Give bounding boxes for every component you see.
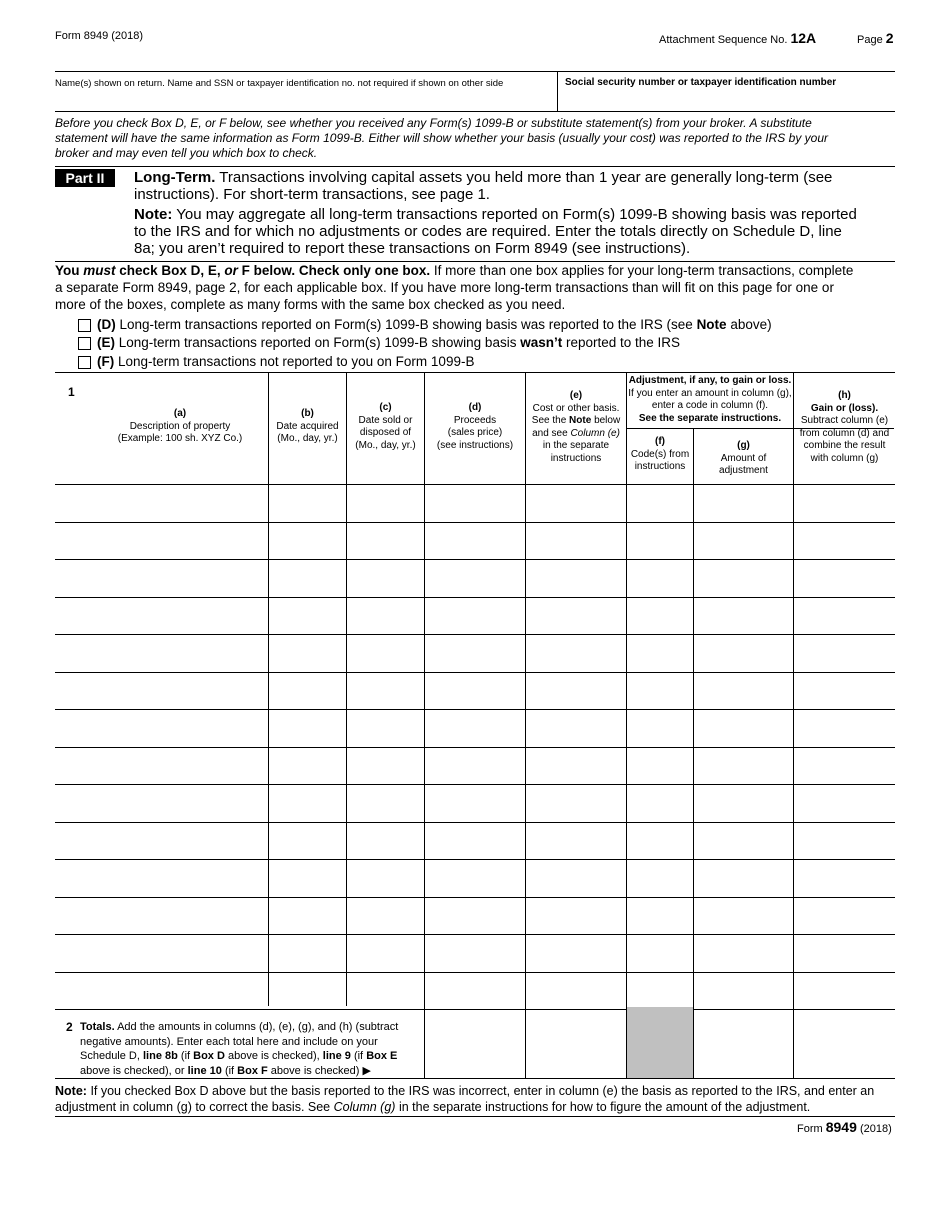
- table-row-rule: [55, 634, 895, 635]
- row-description-input[interactable]: [56, 936, 267, 970]
- col-f-total-shaded: [627, 1007, 693, 1078]
- box-f-option[interactable]: (F) Long-term transactions not reported to you on Form 1099-B: [78, 353, 474, 371]
- row-date-sold-input[interactable]: [348, 786, 423, 820]
- col-h-header: (h) Gain or (loss). Subtract column (e) from column (d) and combine the result with column (g): [799, 390, 890, 464]
- col-e-header: (e) Cost or other basis. See the Note below and see Column (e) in the separate instructions: [531, 390, 621, 464]
- row-description-input[interactable]: [56, 824, 267, 858]
- row-cost-basis-input[interactable]: [527, 599, 625, 633]
- row-adjustment-input[interactable]: [695, 524, 792, 558]
- row-cost-basis-input[interactable]: [527, 824, 625, 858]
- row-proceeds-input[interactable]: [426, 524, 524, 558]
- table-row-rule: [55, 747, 895, 748]
- ssn-field[interactable]: [562, 92, 892, 110]
- header-rule: [55, 71, 895, 72]
- row-proceeds-input[interactable]: [426, 786, 524, 820]
- row-date-acquired-input[interactable]: [270, 524, 345, 558]
- row-proceeds-input[interactable]: [426, 674, 524, 708]
- intro-rule: [55, 166, 895, 167]
- row-description-input[interactable]: [56, 674, 267, 708]
- row-code-input[interactable]: [628, 486, 692, 520]
- row-code-input[interactable]: [628, 711, 692, 745]
- total-cost-input[interactable]: [527, 1030, 625, 1052]
- row-adjustment-input[interactable]: [695, 636, 792, 670]
- row-cost-basis-input[interactable]: [527, 561, 625, 595]
- row-date-sold-input[interactable]: [348, 674, 423, 708]
- row-proceeds-input[interactable]: [426, 561, 524, 595]
- row-date-acquired-input[interactable]: [270, 974, 345, 1008]
- table-row-rule: [55, 559, 895, 560]
- line-1-number: 1: [68, 385, 75, 399]
- table-row-rule: [55, 972, 895, 973]
- row-adjustment-input[interactable]: [695, 786, 792, 820]
- row-adjustment-input[interactable]: [695, 974, 792, 1008]
- box-e-option[interactable]: (E) Long-term transactions reported on Form(s) 1099-B showing basis wasn’t reported to the IRS: [78, 334, 680, 352]
- col-divider-ab: [268, 372, 269, 1006]
- row-code-input[interactable]: [628, 786, 692, 820]
- row-gain-loss-input[interactable]: [795, 674, 894, 708]
- row-description-input[interactable]: [56, 749, 267, 783]
- row-date-acquired-input[interactable]: [270, 899, 345, 933]
- row-date-acquired-input[interactable]: [270, 786, 345, 820]
- row-gain-loss-input[interactable]: [795, 749, 894, 783]
- footer-form-id: Form 8949 (2018): [797, 1119, 892, 1135]
- row-code-input[interactable]: [628, 974, 692, 1008]
- row-date-sold-input[interactable]: [348, 936, 423, 970]
- row-date-sold-input[interactable]: [348, 636, 423, 670]
- name-label: Name(s) shown on return. Name and SSN or taxpayer identification no. not required if shown on other side: [55, 78, 504, 89]
- row-adjustment-input[interactable]: [695, 561, 792, 595]
- row-proceeds-input[interactable]: [426, 749, 524, 783]
- row-date-acquired-input[interactable]: [270, 636, 345, 670]
- row-code-input[interactable]: [628, 899, 692, 933]
- row-description-input[interactable]: [56, 599, 267, 633]
- row-description-input[interactable]: [56, 861, 267, 895]
- row-code-input[interactable]: [628, 636, 692, 670]
- row-proceeds-input[interactable]: [426, 486, 524, 520]
- row-date-sold-input[interactable]: [348, 861, 423, 895]
- row-date-sold-input[interactable]: [348, 749, 423, 783]
- row-code-input[interactable]: [628, 749, 692, 783]
- col-a-header: (a) Description of property (Example: 100 sh. XYZ Co.): [117, 408, 243, 444]
- row-description-input[interactable]: [56, 524, 267, 558]
- row-adjustment-input[interactable]: [695, 861, 792, 895]
- box-f-checkbox[interactable]: [78, 356, 91, 369]
- row-code-input[interactable]: [628, 561, 692, 595]
- table-row-rule: [55, 1009, 895, 1010]
- row-cost-basis-input[interactable]: [527, 786, 625, 820]
- row-date-sold-input[interactable]: [348, 599, 423, 633]
- must-check-instructions: You must check Box D, E, or F below. Check only one box. If more than one box applies for your long-term transactions, complete a separate Form 8949, page 2, for each applicable box. If you have more long-term transactions than will fit on this page for one or more of the boxes, complete as many forms with the same box checked as you need.: [55, 263, 854, 312]
- row-cost-basis-input[interactable]: [527, 749, 625, 783]
- row-date-acquired-input[interactable]: [270, 749, 345, 783]
- table-row-rule: [55, 897, 895, 898]
- row-adjustment-input[interactable]: [695, 486, 792, 520]
- row-cost-basis-input[interactable]: [527, 636, 625, 670]
- total-gain-loss-input[interactable]: [795, 1030, 894, 1052]
- row-adjustment-input[interactable]: [695, 599, 792, 633]
- col-d-header: (d) Proceeds (sales price) (see instructions): [436, 402, 514, 451]
- row-adjustment-input[interactable]: [695, 899, 792, 933]
- table-row-rule: [55, 672, 895, 673]
- row-cost-basis-input[interactable]: [527, 899, 625, 933]
- row-cost-basis-input[interactable]: [527, 974, 625, 1008]
- row-date-acquired-input[interactable]: [270, 486, 345, 520]
- row-cost-basis-input[interactable]: [527, 674, 625, 708]
- row-date-acquired-input[interactable]: [270, 674, 345, 708]
- row-gain-loss-input[interactable]: [795, 974, 894, 1008]
- total-proceeds-input[interactable]: [426, 1030, 524, 1052]
- col-b-header: (b) Date acquired (Mo., day, yr.): [276, 408, 339, 444]
- table-row-rule: [55, 934, 895, 935]
- row-adjustment-input[interactable]: [695, 674, 792, 708]
- row-adjustment-input[interactable]: [695, 711, 792, 745]
- row-date-sold-input[interactable]: [348, 524, 423, 558]
- row-proceeds-input[interactable]: [426, 599, 524, 633]
- row-gain-loss-input[interactable]: [795, 711, 894, 745]
- row-gain-loss-input[interactable]: [795, 786, 894, 820]
- row-date-sold-input[interactable]: [348, 561, 423, 595]
- name-ssn-divider: [557, 71, 558, 111]
- row-date-sold-input[interactable]: [348, 486, 423, 520]
- form-label: Form 8949 (2018): [55, 30, 144, 42]
- row-proceeds-input[interactable]: [426, 899, 524, 933]
- row-date-acquired-input[interactable]: [270, 599, 345, 633]
- line-2-number: 2: [66, 1020, 73, 1034]
- row-code-input[interactable]: [628, 524, 692, 558]
- row-description-input[interactable]: [56, 636, 267, 670]
- row-proceeds-input[interactable]: [426, 861, 524, 895]
- totals-bottom-rule: [55, 1078, 895, 1079]
- attachment-sequence: Attachment Sequence No. 12A: [659, 30, 817, 46]
- row-gain-loss-input[interactable]: [795, 861, 894, 895]
- box-d-option[interactable]: (D) Long-term transactions reported on Form(s) 1099-B showing basis was reported to the IRS (see Note above): [78, 316, 772, 334]
- row-date-sold-input[interactable]: [348, 899, 423, 933]
- row-date-acquired-input[interactable]: [270, 711, 345, 745]
- col-g-header: (g) Amount of adjustment: [719, 440, 768, 476]
- table-row-rule: [55, 784, 895, 785]
- row-description-input[interactable]: [56, 974, 267, 1008]
- row-date-acquired-input[interactable]: [270, 824, 345, 858]
- row-date-sold-input[interactable]: [348, 711, 423, 745]
- row-gain-loss-input[interactable]: [795, 899, 894, 933]
- row-code-input[interactable]: [628, 861, 692, 895]
- row-date-acquired-input[interactable]: [270, 561, 345, 595]
- row-gain-loss-input[interactable]: [795, 599, 894, 633]
- col-f-header: (f) Code(s) from instructions: [630, 436, 690, 472]
- row-cost-basis-input[interactable]: [527, 524, 625, 558]
- row-code-input[interactable]: [628, 824, 692, 858]
- adjustment-header: Adjustment, if any, to gain or loss. If you enter an amount in column (g), enter a code in column (f). See the separate instructions.: [628, 375, 792, 424]
- box-d-checkbox[interactable]: [78, 319, 91, 332]
- row-code-input[interactable]: [628, 674, 692, 708]
- totals-description: Totals. Add the amounts in columns (d), (e), (g), and (h) (subtract negative amounts). Enter each total here and include on your Schedule D, line 8b (if Box D above is checked), line 9 (if Box E above is checked), or line 10 (if Box F above is checked) ▶: [80, 1021, 399, 1077]
- note-bottom-rule: [55, 1116, 895, 1117]
- total-adjustment-input[interactable]: [695, 1030, 792, 1052]
- name-field[interactable]: [55, 92, 555, 110]
- row-code-input[interactable]: [628, 936, 692, 970]
- col-c-header: (c) Date sold or disposed of (Mo., day, yr.): [355, 402, 416, 451]
- row-date-sold-input[interactable]: [348, 974, 423, 1008]
- part-label: Part II: [55, 169, 115, 187]
- table-row-rule: [55, 597, 895, 598]
- row-gain-loss-input[interactable]: [795, 636, 894, 670]
- row-date-acquired-input[interactable]: [270, 936, 345, 970]
- row-gain-loss-input[interactable]: [795, 561, 894, 595]
- row-cost-basis-input[interactable]: [527, 861, 625, 895]
- row-gain-loss-input[interactable]: [795, 486, 894, 520]
- page-number: Page 2: [857, 30, 894, 46]
- row-gain-loss-input[interactable]: [795, 824, 894, 858]
- part-description: Long-Term. Transactions involving capital assets you held more than 1 year are generally long-term (see instructions). For short-term transactions, see page 1. Note: You may aggregate all long-term transactions reported on Form(s) 1099-B showing basis was reported to the IRS and for which no adjustments or codes are required. Enter the totals directly on Schedule D, line 8a; you aren’t required to report these transactions on Form 8949 (see instructions).: [134, 169, 857, 257]
- ssn-label: Social security number or taxpayer identification number: [565, 77, 837, 88]
- row-code-input[interactable]: [628, 599, 692, 633]
- row-proceeds-input[interactable]: [426, 636, 524, 670]
- arrow-icon: ▶: [362, 1064, 371, 1077]
- row-gain-loss-input[interactable]: [795, 524, 894, 558]
- row-date-acquired-input[interactable]: [270, 861, 345, 895]
- row-gain-loss-input[interactable]: [795, 936, 894, 970]
- col-divider-bc: [346, 372, 347, 1006]
- row-adjustment-input[interactable]: [695, 824, 792, 858]
- attachment-number: 12A: [790, 30, 817, 46]
- row-proceeds-input[interactable]: [426, 974, 524, 1008]
- row-cost-basis-input[interactable]: [527, 936, 625, 970]
- name-row-rule: [55, 111, 895, 112]
- table-top-rule: [55, 372, 895, 373]
- row-proceeds-input[interactable]: [426, 936, 524, 970]
- row-description-input[interactable]: [56, 899, 267, 933]
- bottom-note: Note: If you checked Box D above but the basis reported to the IRS was incorrect, enter in column (e) the basis as reported to the IRS, and enter an adjustment in column (g) to correct the basis. See Column (g) in the separate instructions for how to figure the amount of the adjustment.: [55, 1084, 875, 1114]
- table-row-rule: [55, 822, 895, 823]
- row-cost-basis-input[interactable]: [527, 711, 625, 745]
- row-description-input[interactable]: [56, 561, 267, 595]
- table-row-rule: [55, 709, 895, 710]
- row-adjustment-input[interactable]: [695, 936, 792, 970]
- col-divider-fg: [693, 428, 694, 1078]
- row-proceeds-input[interactable]: [426, 824, 524, 858]
- table-row-rule: [55, 522, 895, 523]
- row-cost-basis-input[interactable]: [527, 486, 625, 520]
- row-description-input[interactable]: [56, 711, 267, 745]
- row-date-sold-input[interactable]: [348, 824, 423, 858]
- row-adjustment-input[interactable]: [695, 749, 792, 783]
- row-description-input[interactable]: [56, 786, 267, 820]
- box-e-checkbox[interactable]: [78, 337, 91, 350]
- intro-paragraph: Before you check Box D, E, or F below, see whether you received any Form(s) 1099-B or substitute statement(s) from your broker. A substitute statement will have the same information as Form 1099-B. Either will show whether your basis (usually your cost) was reported to the IRS by your broker and may even tell you which box to check.: [55, 116, 828, 160]
- table-row-rule: [55, 859, 895, 860]
- table-row-rule: [55, 484, 895, 485]
- row-description-input[interactable]: [56, 486, 267, 520]
- row-proceeds-input[interactable]: [426, 711, 524, 745]
